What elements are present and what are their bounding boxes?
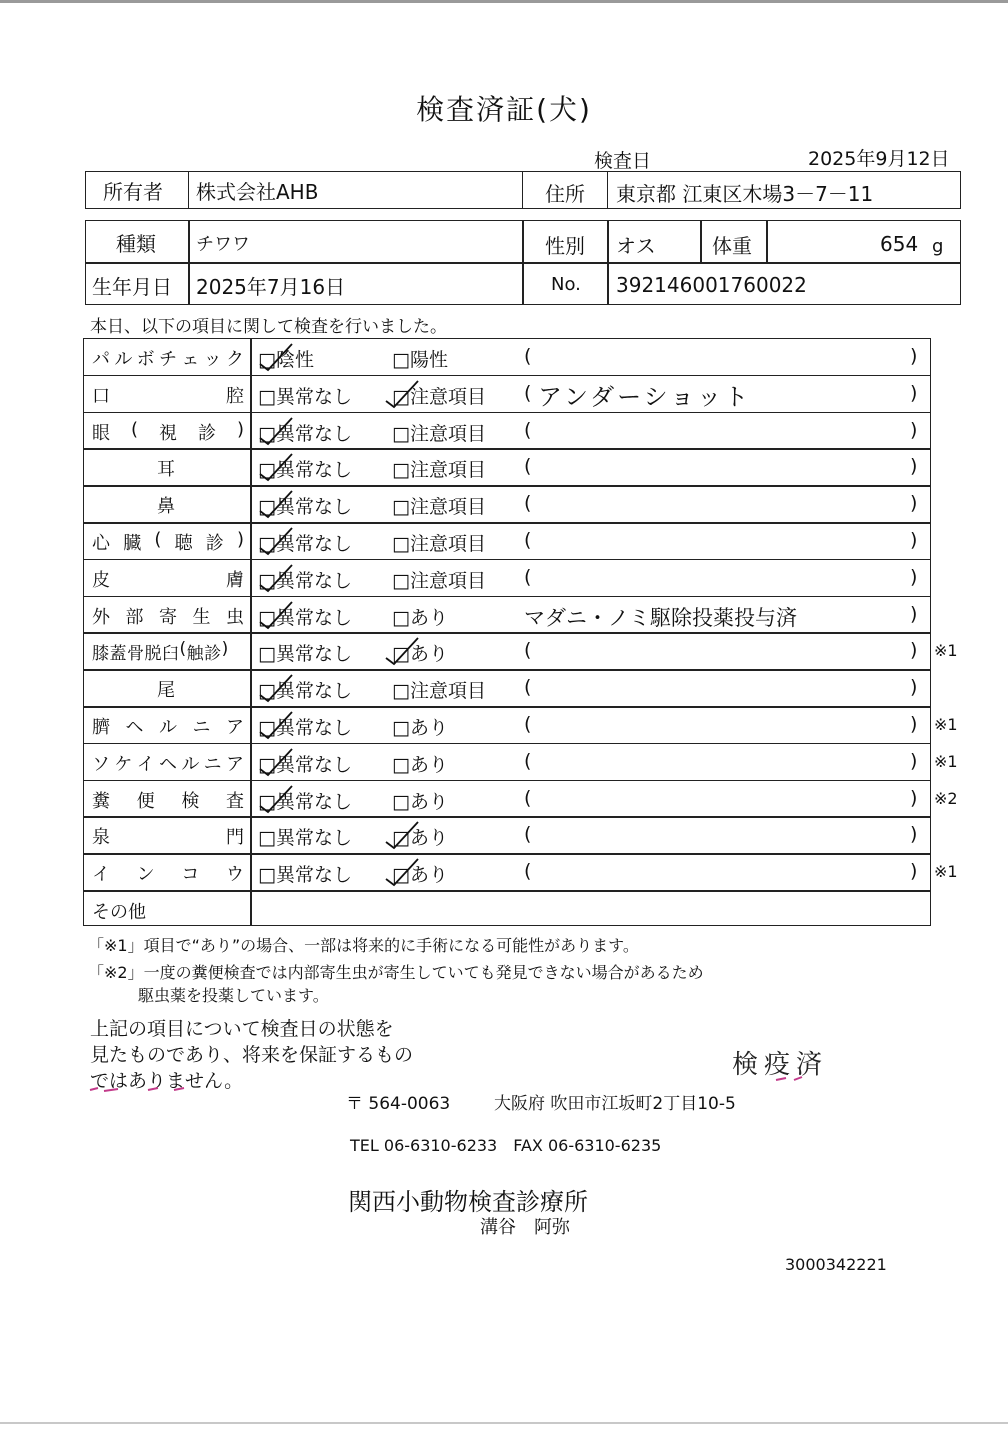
note-2b: 駆虫薬を投薬しています。: [138, 986, 329, 1005]
option-finding-checkbox[interactable]: □あり: [392, 827, 448, 850]
row-label-char: 糞: [92, 790, 110, 812]
row-label-char: 膚: [226, 569, 244, 591]
row-label-char: 生: [192, 606, 211, 628]
other-label-text: その他: [92, 902, 146, 923]
row-label-char: ): [236, 529, 244, 550]
number-value: 392146001760022: [616, 273, 807, 297]
disclaimer-line-1: 上記の項目について検査日の状態を: [90, 1018, 394, 1040]
row-label-char: 眼: [92, 422, 110, 444]
weight-unit: g: [932, 236, 944, 257]
inspection-date-label: 検査日: [594, 150, 652, 172]
row-label-char: ニ: [192, 717, 211, 738]
row-divider: [83, 448, 931, 450]
option-finding-checkbox[interactable]: □注意項目: [392, 533, 486, 555]
row-divider: [83, 375, 931, 377]
handwritten-check-icon: [384, 820, 424, 850]
paren-close: ): [910, 823, 918, 846]
row-label-char: コ: [181, 864, 200, 886]
row-label: [88, 455, 248, 481]
row-footnote-marker: ※1: [934, 862, 958, 882]
row-label-char: イ: [136, 753, 155, 775]
number-label: No.: [551, 274, 581, 295]
option-finding-checkbox[interactable]: □注意項目: [392, 569, 486, 592]
paren-close: ): [910, 492, 918, 515]
row-label-char: イ: [92, 864, 110, 886]
row-label-char: ア: [226, 717, 244, 738]
row-label-char: ル: [114, 349, 133, 370]
handwritten-comment: アンダーショット: [538, 382, 752, 411]
birth-value: 2025年7月16日: [196, 275, 346, 299]
row-label-char: 診: [205, 533, 224, 554]
paren-close: ): [910, 529, 918, 551]
row-label-char: 心: [92, 533, 110, 554]
other-label: [88, 898, 248, 924]
row-label: [88, 603, 248, 629]
handwritten-check-icon: [384, 857, 424, 887]
row-label: [88, 566, 248, 592]
row-label-char: ボ: [136, 349, 155, 370]
row-label-char: 鼻: [157, 496, 175, 518]
option-normal-checkbox[interactable]: □異常なし: [258, 606, 352, 629]
row-divider: [83, 780, 931, 782]
row-label-char: ル: [159, 717, 177, 738]
option-finding-checkbox[interactable]: □あり: [392, 643, 448, 666]
row-label-char: 聴: [174, 533, 193, 554]
row-label-char: ェ: [181, 349, 200, 370]
divider: [522, 220, 524, 305]
paren-close: ): [910, 860, 918, 883]
serial-number: 3000342221: [785, 1255, 887, 1274]
handwritten-check-icon: [258, 489, 298, 519]
row-label: [88, 787, 248, 813]
address-label: 住所: [545, 182, 585, 206]
paren-open: (: [524, 418, 532, 441]
row-label: [88, 345, 248, 371]
row-label-char: 視: [159, 422, 177, 444]
row-comment: マダニ・ノミ駆除投薬投与済: [524, 605, 797, 630]
row-divider: [83, 816, 931, 818]
row-label-char: 外: [92, 606, 110, 628]
option-normal-checkbox[interactable]: □異常なし: [258, 680, 352, 703]
row-label-char: 耳: [157, 459, 175, 481]
row-label-char: 触: [186, 644, 205, 665]
weight-value: 654: [880, 232, 919, 256]
paren-open: (: [524, 823, 532, 846]
divider: [766, 220, 768, 263]
row-label-char: (: [179, 639, 187, 660]
handwritten-check-icon: [258, 747, 298, 777]
option-finding-checkbox[interactable]: □あり: [392, 717, 448, 739]
disclaimer-line-2: 見たものであり、将来を保証するもの: [90, 1044, 414, 1066]
handwritten-underline: [88, 1086, 198, 1094]
handwritten-check-icon: [258, 452, 298, 482]
paren-open: (: [524, 529, 532, 551]
paren-open: (: [524, 786, 532, 809]
option-finding-checkbox[interactable]: □あり: [392, 864, 448, 887]
row-label-char: ): [236, 418, 244, 440]
owner-label: 所有者: [103, 180, 163, 204]
row-label-char: ッ: [203, 349, 222, 370]
paren-close: ): [910, 749, 918, 772]
row-label: [88, 823, 248, 849]
handwritten-check-icon: [258, 600, 298, 630]
row-label: [88, 713, 248, 739]
row-label: [88, 750, 248, 776]
row-label-char: ): [221, 639, 229, 660]
sex-value: オス: [616, 234, 656, 258]
paren-open: (: [524, 381, 532, 404]
handwritten-check-icon: [258, 342, 298, 372]
row-label-char: ヘ: [158, 753, 177, 775]
breed-label: 種類: [116, 232, 156, 256]
paren-open: (: [524, 639, 532, 662]
clinic-postal: 〒 564-0063: [346, 1094, 451, 1114]
paren-close: ): [910, 786, 918, 809]
paren-close: ): [910, 455, 918, 478]
row-label-char: ケ: [114, 753, 133, 775]
row-label-char: ウ: [225, 864, 244, 886]
paren-open: (: [524, 676, 532, 699]
row-divider: [83, 853, 931, 855]
option-normal-checkbox[interactable]: □異常なし: [258, 459, 352, 482]
option-finding-checkbox[interactable]: □注意項目: [392, 496, 486, 519]
row-label-char: 膝: [92, 644, 110, 665]
row-label-char: 尾: [157, 680, 175, 702]
row-label-char: 虫: [226, 606, 244, 628]
row-footnote-marker: ※1: [934, 715, 958, 734]
row-label-char: 診: [197, 422, 216, 444]
clinic-address: 大阪府 吹田市江坂町2丁目10-5: [494, 1094, 736, 1114]
option-normal-checkbox[interactable]: □異常なし: [258, 569, 352, 592]
option-normal-checkbox[interactable]: □異常なし: [258, 533, 352, 555]
paren-open: (: [524, 713, 532, 735]
row-divider: [83, 669, 931, 671]
row-label: [88, 382, 248, 408]
option-normal-checkbox[interactable]: □異常なし: [258, 643, 352, 666]
row-label: [88, 492, 248, 518]
row-label-char: ニ: [203, 753, 222, 775]
option-normal-checkbox[interactable]: □異常なし: [258, 864, 352, 887]
paren-close: ): [910, 713, 918, 735]
paren-close: ): [910, 676, 918, 699]
row-label-char: 査: [225, 790, 244, 812]
row-footnote-marker: ※1: [934, 751, 958, 771]
paren-close: ): [910, 381, 918, 404]
row-label-char: 部: [125, 606, 144, 628]
row-label-char: (: [130, 418, 139, 440]
row-label-char: 臼: [162, 644, 180, 665]
handwritten-check-icon: [384, 636, 424, 666]
row-label-char: パ: [92, 349, 110, 370]
paren-open: (: [524, 749, 532, 772]
row-label-char: 診: [204, 644, 222, 665]
row-label-char: 皮: [92, 569, 110, 591]
option-finding-checkbox[interactable]: □あり: [392, 606, 448, 629]
clinic-name: 関西小動物検査診療所: [348, 1188, 588, 1216]
option-normal-checkbox[interactable]: □異常なし: [258, 790, 352, 813]
row-label-char: ア: [225, 753, 244, 775]
paren-open: (: [524, 565, 532, 588]
handwritten-check-icon: [258, 673, 298, 703]
option-finding-checkbox[interactable]: □あり: [392, 790, 448, 813]
handwritten-check-icon: [258, 526, 298, 556]
document-title: 検査済証(犬): [416, 93, 592, 126]
handwritten-check-icon: [384, 379, 424, 409]
paren-close: ): [910, 602, 918, 625]
row-footnote-marker: ※2: [934, 788, 958, 808]
intro-text: 本日、以下の項目に関して検査を行いました。: [90, 317, 447, 337]
clinic-phone: TEL 06-6310-6233 FAX 06-6310-6235: [350, 1136, 662, 1155]
paren-close: ): [910, 565, 918, 588]
stamp-mark: [772, 1074, 812, 1084]
row-label-char: 門: [226, 827, 244, 849]
row-footnote-marker: ※1: [934, 641, 958, 661]
row-label-char: ク: [225, 349, 244, 370]
row-label-char: (: [154, 529, 162, 550]
row-label-char: 臍: [92, 717, 110, 738]
row-label: [88, 860, 248, 886]
scan-top-edge: [0, 0, 1008, 3]
paren-close: ): [910, 418, 918, 441]
row-label-char: ル: [181, 753, 200, 775]
option-normal-checkbox[interactable]: □異常なし: [258, 753, 352, 776]
row-label: [88, 639, 248, 664]
option-normal-checkbox[interactable]: □異常なし: [258, 422, 352, 445]
option-finding-checkbox[interactable]: □注意項目: [392, 459, 486, 482]
handwritten-check-icon: [258, 416, 298, 446]
option-normal-checkbox[interactable]: □異常なし: [258, 717, 352, 739]
divider: [700, 220, 702, 263]
inspected-stamp: 検疫済: [732, 1050, 829, 1080]
row-label-char: ソ: [92, 753, 110, 775]
row-divider: [83, 596, 931, 598]
row-divider: [83, 743, 931, 745]
sex-label: 性別: [545, 234, 585, 258]
row-label-char: 口: [92, 385, 110, 407]
row-label-char: 腔: [226, 385, 244, 407]
row-label-char: 寄: [159, 606, 177, 628]
handwritten-check-icon: [258, 784, 298, 814]
divider: [607, 220, 609, 305]
option-finding-checkbox[interactable]: □あり: [392, 753, 448, 776]
row-label: [88, 529, 248, 555]
option-finding-checkbox[interactable]: □注意項目: [392, 680, 486, 703]
row-label-char: 骨: [127, 644, 145, 665]
option-normal-checkbox[interactable]: □異常なし: [258, 827, 352, 850]
row-divider: [83, 890, 931, 892]
row-label-char: 蓋: [109, 644, 127, 665]
row-label-char: 脱: [144, 644, 162, 665]
birth-label: 生年月日: [92, 275, 172, 299]
paren-close: ): [910, 639, 918, 662]
row-label-char: 検: [181, 790, 200, 812]
option-finding-checkbox[interactable]: □注意項目: [392, 422, 486, 445]
paren-open: (: [524, 860, 532, 883]
row-divider: [83, 412, 931, 414]
paren-open: (: [524, 492, 532, 515]
option-normal-checkbox[interactable]: □異常なし: [258, 496, 352, 519]
note-2a: 「※2」一度の糞便検査では内部寄生虫が寄生していても発見できない場合があるため: [88, 963, 704, 982]
row-label: [88, 676, 248, 702]
paren-open: (: [524, 455, 532, 478]
row-divider: [83, 632, 931, 634]
row-divider: [83, 559, 931, 561]
address-value: 東京都 江東区木場3－7－11: [616, 182, 874, 206]
inspection-date: 2025年9月12日: [808, 148, 950, 170]
paren-close: ): [910, 345, 918, 367]
breed-value: チワワ: [196, 234, 250, 255]
option-finding-checkbox[interactable]: □注意項目: [392, 385, 486, 408]
note-1: 「※1」項目で“あり”の場合、一部は将来的に手術になる可能性があります。: [88, 936, 639, 955]
row-label-char: チ: [158, 349, 177, 370]
row-label-char: 便: [136, 790, 155, 812]
row-divider: [83, 485, 931, 487]
handwritten-check-icon: [258, 710, 298, 740]
handwritten-check-icon: [258, 563, 298, 593]
option-finding-checkbox[interactable]: □陽性: [392, 349, 448, 371]
row-label-char: 泉: [92, 827, 110, 849]
row-label-char: ン: [136, 864, 155, 886]
disclaimer-line-3: ではありません。: [90, 1070, 244, 1092]
divider: [188, 220, 190, 305]
option-normal-checkbox[interactable]: □異常なし: [258, 385, 352, 408]
weight-label: 体重: [712, 234, 752, 258]
row-divider: [83, 706, 931, 708]
row-divider: [83, 522, 931, 524]
row-label-char: ヘ: [125, 717, 144, 738]
doctor-name: 溝谷 阿弥: [480, 1217, 570, 1238]
row-label-char: 臓: [123, 533, 142, 554]
paren-open: (: [524, 345, 532, 367]
option-normal-checkbox[interactable]: □陰性: [258, 349, 314, 371]
scan-bottom-edge: [0, 1422, 1008, 1424]
owner-value: 株式会社AHB: [196, 180, 319, 204]
row-label: [88, 419, 248, 445]
